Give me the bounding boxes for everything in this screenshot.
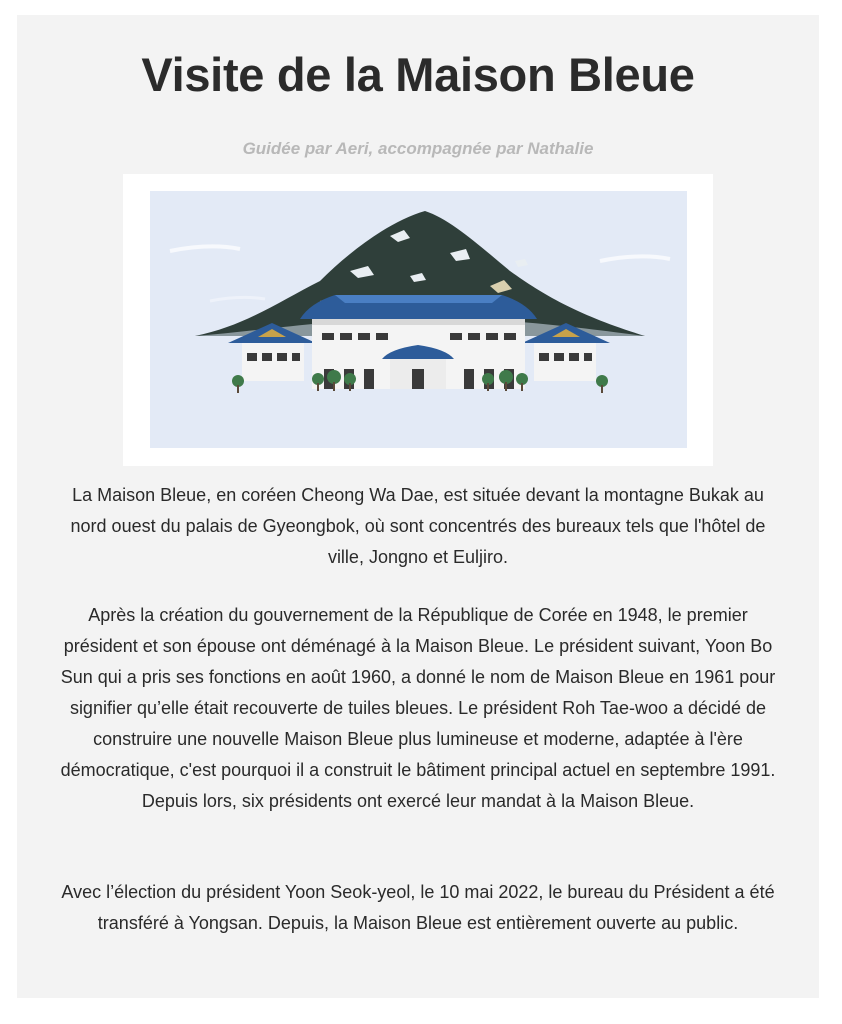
page-subtitle: Guidée par Aeri, accompagnée par Nathalie: [242, 139, 594, 158]
blue-house-icon: [150, 191, 687, 448]
paragraph-intro: La Maison Bleue, en coréen Cheong Wa Dae, est située devant la montagne Bukak au nord ouest du palais de Gyeongbok, où sont concentrés des bureaux tels que l'hôtel de ville, Jongno et Euljiro.: [70, 485, 766, 567]
illustration-frame: [123, 174, 713, 466]
page-title: Visite de la Maison Bleue: [141, 48, 695, 101]
article-card: [17, 15, 819, 998]
paragraph-today: Avec l’élection du président Yoon Seok-yeol, le 10 mai 2022, le bureau du Président a été transféré à Yongsan. Depuis, la Maison Bleue est entièrement ouverte au public.: [61, 882, 775, 933]
paragraph-history: Après la création du gouvernement de la République de Corée en 1948, le premier président et son épouse ont déménagé à la Maison Bleue. Le président suivant, Yoon Bo Sun qui a pris ses fonctions en août 1960, a donné le nom de Maison Bleue en 1961 pour signifier qu’elle était recouverte de tuiles bleues. Le président Roh Tae-woo a décidé de construire une nouvelle Maison Bleue plus lumineuse et moderne, adaptée à l'ère démocratique, c'est pourquoi il a construit le bâtiment principal actuel en septembre 1991. Depuis lors, six présidents ont exercé leur mandat à la Maison Bleue.: [60, 605, 776, 811]
